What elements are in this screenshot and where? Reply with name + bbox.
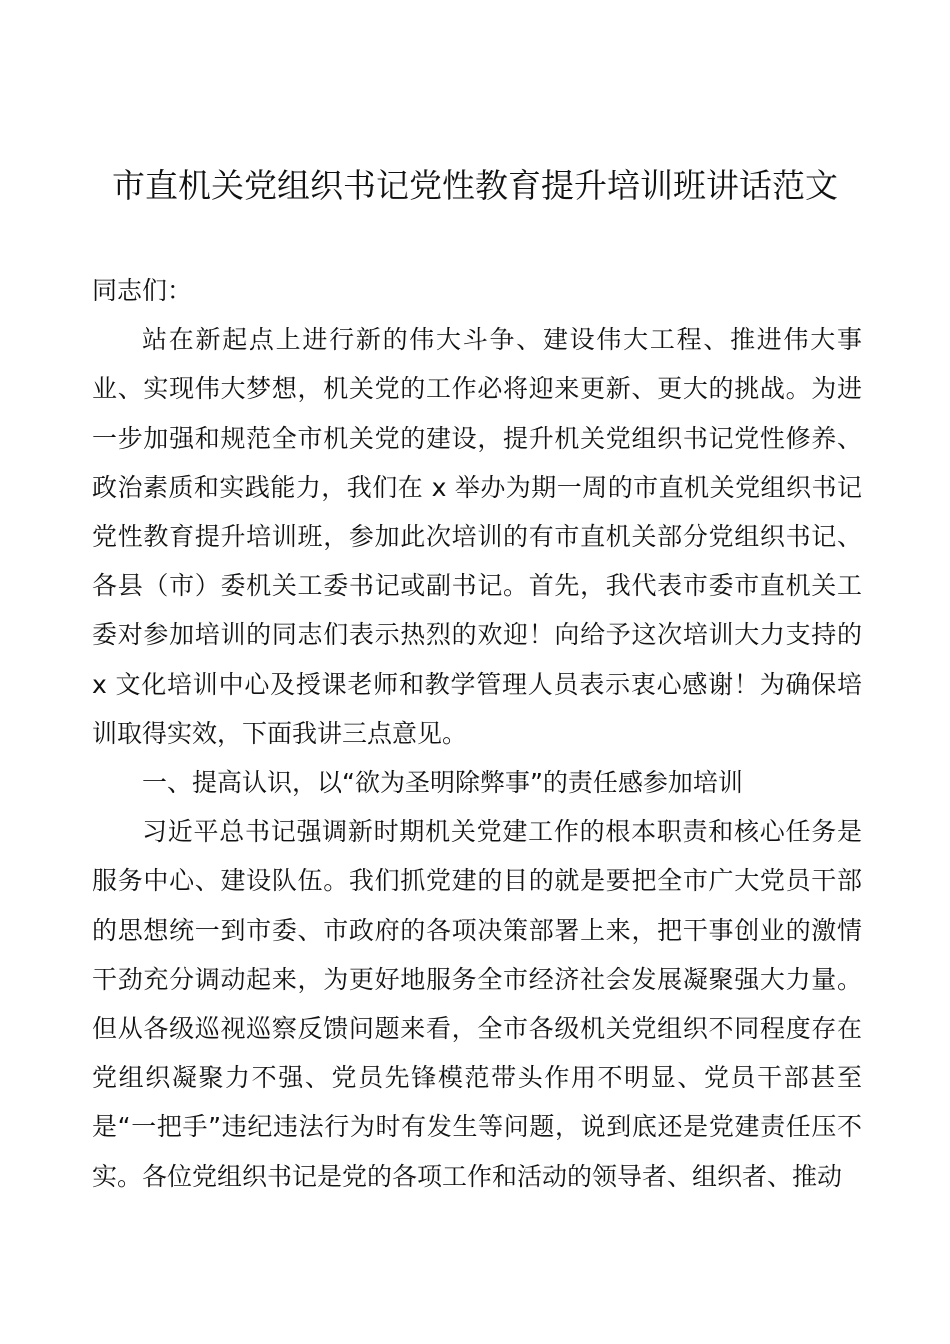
salutation: 同志们： bbox=[92, 276, 193, 305]
section-heading: 一、提高认识，以“欲为圣明除弊事”的责任感参加培训 bbox=[142, 768, 743, 798]
document-body bbox=[92, 266, 862, 1201]
document-title: 市直机关党组织书记党性教育提升培训班讲话范文 bbox=[112, 166, 838, 205]
paragraph-intro: 站在新起点上进行新的伟大斗争、建设伟大工程、推进伟大事业、实现伟大梦想，机关党的工作必将迎来更新、更大的挑战。为进一步加强和规范全市机关党的建设，提升机关党组织书记党性修养、政治素质和实践能力，我们在 x 举办为期一周的市直机关党组织书记党性教育提升培训班，参加此次培训的有市直机关部分党组织书记、各县（市）委机关工委书记或副书记。首先，我代表市委市直机关工委对参加培训的同志们表示热烈的欢迎！向给予这次培训大力支持的 x 文化培训中心及授课老师和教学管理人员表示衷心感谢！为确保培训取得实效，下面我讲三点意见。 bbox=[92, 325, 862, 748]
paragraph-section-1: 习近平总书记强调新时期机关党建工作的根本职责和核心任务是服务中心、建设队伍。我们抓党建的目的就是要把全市广大党员干部的思想统一到市委、市政府的各项决策部署上来，把干事创业的激情干劲充分调动起来，为更好地服务全市经济社会发展凝聚强大力量。但从各级巡视巡察反馈问题来看，全市各级机关党组织不同程度存在党组织凝聚力不强、党员先锋模范带头作用不明显、党员干部甚至是“一把手”违纪违法行为时有发生等问题，说到底还是党建责任压不实。各位党组织书记是党的各项工作和活动的领导者、组织者、推动 bbox=[92, 817, 862, 1191]
